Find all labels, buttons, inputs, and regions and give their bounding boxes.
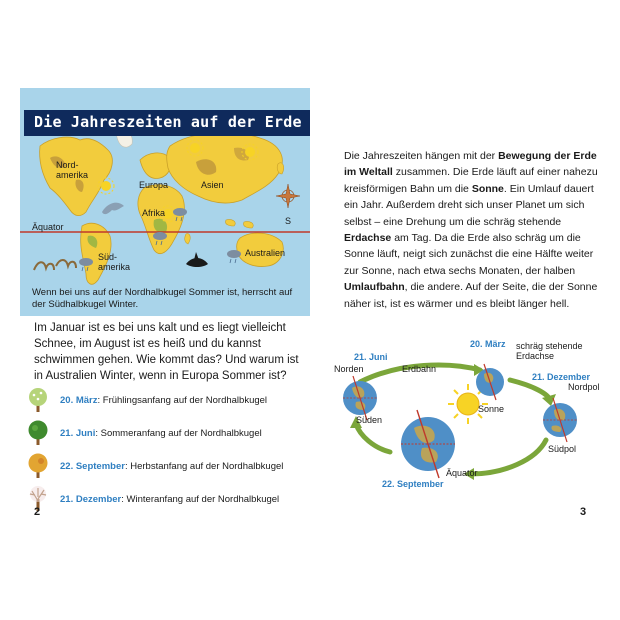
map-title: Die Jahreszeiten auf der Erde xyxy=(24,110,310,136)
season-line-winter xyxy=(60,494,279,505)
bold-term-orbit: Umlaufbahn xyxy=(344,281,405,294)
page-number-left: 2 xyxy=(34,506,41,518)
summer-tree-icon xyxy=(26,419,50,447)
label-asia: Asien xyxy=(201,180,224,190)
season-item-winter xyxy=(26,485,306,513)
season-item-autumn xyxy=(26,452,306,480)
season-line-autumn xyxy=(60,461,283,472)
map-caption: Wenn bei uns auf der Nordhalbkugel Sommer ist, herrscht auf der Südhalbkugel Winter. xyxy=(32,287,293,310)
autumn-tree-icon xyxy=(26,452,50,480)
season-line-summer xyxy=(60,428,262,439)
date-march-label: 20. März xyxy=(470,339,506,349)
season-item-spring xyxy=(26,386,306,414)
page-number-right: 3 xyxy=(580,506,587,518)
label-sun: Sonne xyxy=(478,404,505,414)
bold-term-axis: Erdachse xyxy=(344,232,392,245)
label-tilted-axis: schräg stehende Erdachse xyxy=(516,341,583,361)
compass-south-label: S xyxy=(285,216,292,226)
world-map xyxy=(20,88,310,316)
season-line-spring xyxy=(60,395,267,406)
bold-term-movement: Bewegung der Erde im Weltall xyxy=(344,150,597,179)
blossom-tree-icon xyxy=(26,386,50,414)
label-south-america: Süd- amerika xyxy=(98,252,131,272)
bold-term-sun: Sonne xyxy=(471,182,504,195)
label-northpole: Nordpol xyxy=(568,382,600,392)
season-desc-spring: : Frühlingsanfang auf der Nordhalbkugel xyxy=(97,395,268,406)
label-orbit: Erdbahn xyxy=(402,364,437,374)
date-june-label: 21. Juni xyxy=(354,352,388,362)
orbit-diagram xyxy=(320,336,620,496)
label-equator-diagram: Äquator xyxy=(446,468,478,478)
body-paragraph: Die Jahreszeiten hängen mit der Bewegung der Erde im Weltall zusammen. Die Erde läuft auf einer nahezu kreisförmigen Bahn um die Sonne. Ein Umlauf dauert ein Jahr. Außerdem dreht sich unser Planet um sich selbst – eine Drehung um die schräg stehende Erdachse am Tag. Da die Erde also schräg um die Sonne läuft, neigt sich zunächst die eine Hälfte weiter zur Sonne, nach etwa sechs Monaten, der halben Umlaufbahn, die andere. Auf der Seite, die der Sonne näher ist, ist es wärmer und es bleibt länger hell. xyxy=(344,150,598,310)
date-september-label: 22. September xyxy=(382,479,444,489)
season-item-summer xyxy=(26,419,306,447)
label-australia: Australien xyxy=(245,248,286,258)
date-december-label: 21. Dezember xyxy=(532,372,591,382)
label-north: Norden xyxy=(334,364,364,374)
season-desc-summer: : Sommeranfang auf der Nordhalbkugel xyxy=(95,428,262,439)
intro-paragraph: Im Januar ist es bei uns kalt und es liegt vielleicht Schnee, im August ist es heiß und du kannst schwimmen gehen. Wie kommt das? Und warum ist in Australien Winter, wenn in Europa Sommer ist? xyxy=(34,322,299,382)
season-list xyxy=(26,386,306,518)
season-date-summer: 21. Juni xyxy=(60,428,96,439)
label-southpole: Südpol xyxy=(548,444,577,454)
label-africa: Afrika xyxy=(142,208,166,218)
season-desc-winter: : Winteranfang auf der Nordhalbkugel xyxy=(121,494,280,505)
right-page xyxy=(310,0,620,620)
label-europe: Europa xyxy=(139,180,169,190)
label-north-america: Nord- amerika xyxy=(56,160,89,180)
season-date-winter: 21. Dezember xyxy=(60,494,122,505)
season-date-autumn: 22. September xyxy=(60,461,125,472)
label-south: Süden xyxy=(356,415,383,425)
season-desc-autumn: : Herbstanfang auf der Nordhalbkugel xyxy=(124,461,284,472)
season-date-spring: 20. März xyxy=(60,395,98,406)
label-equator: Äquator xyxy=(32,222,64,232)
